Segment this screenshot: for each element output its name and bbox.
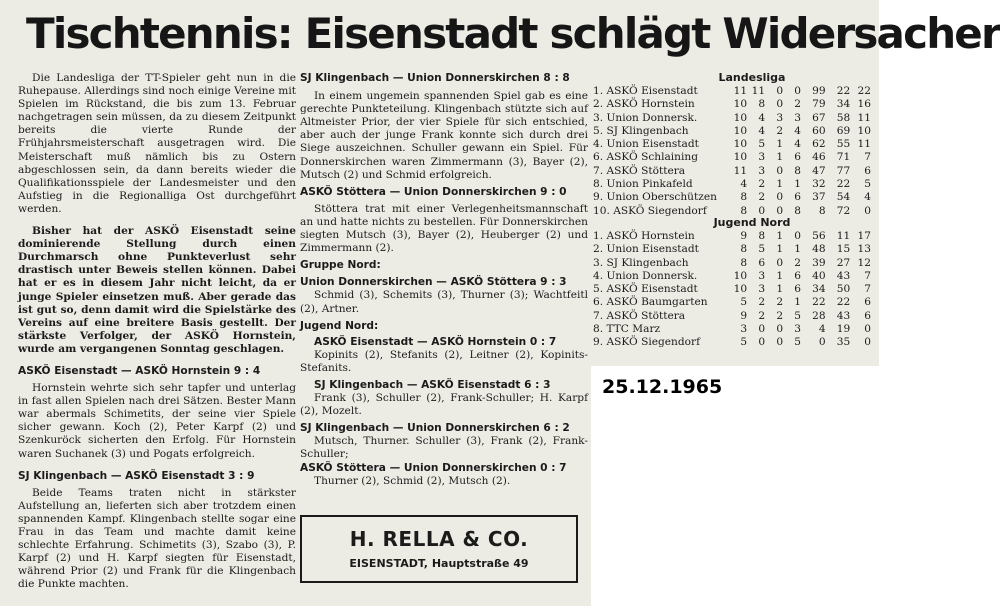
wins-cell: 11	[751, 85, 766, 97]
games-cell: 3	[740, 323, 748, 336]
game-result-4: ASKÖ Stöttera — Union Donnerskirchen 9 : 0	[300, 185, 567, 198]
draws-cell: 0	[776, 323, 784, 336]
table-row	[593, 323, 871, 336]
wins-cell: 3	[758, 283, 766, 296]
table-row	[593, 257, 871, 270]
points-cell: 0	[864, 336, 871, 349]
games-cell: 10	[733, 151, 748, 164]
losses-cell: 3	[794, 323, 802, 336]
team-cell: 7. ASKÖ Stöttera	[593, 309, 686, 322]
team-cell: 10. ASKÖ Siegendorf	[593, 204, 707, 217]
losses-cell: 8	[794, 164, 802, 177]
team-cell: 9. Union Oberschützen	[593, 191, 717, 204]
landesliga-rows	[593, 85, 871, 218]
table-row	[593, 243, 871, 256]
draws-cell: 1	[776, 243, 784, 256]
wins-cell: 2	[758, 309, 766, 322]
gruppe-nord-heading: Gruppe Nord:	[300, 259, 381, 272]
wins-cell: 6	[758, 256, 766, 269]
points-cell: 0	[864, 323, 871, 336]
wins-cell: 8	[758, 230, 766, 242]
losses-cell: 6	[794, 191, 802, 204]
sets-won-cell: 40	[812, 269, 826, 282]
wins-cell: 0	[758, 336, 766, 349]
game-result-1: ASKÖ Eisenstadt — ASKÖ Hornstein 9 : 4	[18, 364, 261, 377]
games-cell: 10	[733, 98, 748, 111]
game-result-2: SJ Klingenbach — ASKÖ Eisenstadt 3 : 9	[18, 469, 255, 482]
wins-cell: 4	[758, 124, 766, 137]
jugend-nord-rows	[593, 230, 871, 350]
draws-cell: 1	[776, 178, 784, 191]
jugend-nord-table	[593, 216, 871, 350]
team-cell: 8. Union Pinkafeld	[593, 178, 693, 191]
landesliga-title: Landesliga	[718, 71, 786, 84]
points-cell: 11	[857, 111, 871, 124]
table-row	[593, 125, 871, 138]
sets-lost-cell: 35	[836, 336, 851, 349]
wins-cell: 3	[758, 269, 766, 282]
losses-cell: 4	[794, 138, 802, 151]
team-cell: 4. Union Donnersk.	[593, 269, 698, 282]
sets-lost-cell: 54	[836, 191, 851, 204]
sets-lost-cell: 43	[836, 309, 851, 322]
games-cell: 11	[733, 164, 748, 177]
points-cell: 7	[864, 269, 871, 282]
sets-won-cell: 34	[812, 283, 826, 296]
losses-cell: 0	[794, 230, 802, 242]
table-row	[593, 296, 871, 309]
sets-lost-cell: 34	[836, 98, 851, 111]
losses-cell: 1	[794, 296, 802, 309]
jugend-game-result-3: SJ Klingenbach — Union Donnerskirchen 6 : 2	[300, 422, 570, 435]
table-row	[593, 138, 871, 151]
table-row	[593, 151, 871, 164]
draws-cell: 0	[776, 164, 784, 177]
losses-cell: 3	[794, 111, 802, 124]
points-cell: 13	[857, 243, 871, 256]
points-cell: 11	[857, 138, 871, 151]
wins-cell: 2	[758, 296, 766, 309]
points-cell: 10	[857, 124, 871, 137]
wins-cell: 2	[758, 178, 766, 191]
team-cell: 4. Union Eisenstadt	[593, 138, 699, 151]
table-row	[593, 178, 871, 191]
draws-cell: 2	[776, 309, 784, 322]
sets-lost-cell: 69	[836, 124, 851, 137]
sets-won-cell: 4	[818, 323, 826, 336]
points-cell: 7	[864, 151, 871, 164]
sets-won-cell: 39	[812, 256, 826, 269]
games-cell: 9	[740, 230, 748, 242]
points-cell: 22	[857, 85, 871, 97]
losses-cell: 2	[794, 256, 802, 269]
games-cell: 9	[740, 309, 748, 322]
points-cell: 12	[857, 256, 871, 269]
points-cell: 0	[864, 204, 871, 217]
table-row	[593, 165, 871, 178]
losses-cell: 1	[794, 178, 802, 191]
games-cell: 8	[740, 191, 748, 204]
jugend-game-report-3: Mutsch, Thurner. Schuller (3), Frank (2), Frank-Schuller;	[300, 435, 588, 461]
losses-cell: 6	[794, 283, 802, 296]
draws-cell: 2	[776, 296, 784, 309]
points-cell: 6	[864, 296, 871, 309]
article-column-left	[18, 72, 296, 591]
sets-lost-cell: 77	[836, 164, 851, 177]
sets-won-cell: 37	[812, 191, 826, 204]
team-cell: 5. ASKÖ Eisenstadt	[593, 283, 698, 296]
losses-cell: 5	[794, 336, 802, 349]
points-cell: 16	[857, 98, 871, 111]
sets-won-cell: 22	[812, 296, 826, 309]
games-cell: 10	[733, 111, 748, 124]
sets-lost-cell: 43	[836, 269, 851, 282]
team-cell: 3. Union Donnersk.	[593, 111, 698, 124]
sets-lost-cell: 11	[836, 230, 851, 242]
gruppe-nord-report: Schmid (3), Schemits (3), Thurner (3); Wachtfeitl (2), Artner.	[300, 289, 588, 315]
losses-cell: 4	[794, 124, 802, 137]
jugend-game-report-1: Kopinits (2), Stefanits (2), Leitner (2), Kopinits-Stefanits.	[300, 348, 588, 374]
table-row	[593, 191, 871, 204]
losses-cell: 0	[794, 85, 802, 97]
sets-won-cell: 8	[818, 204, 826, 217]
team-cell: 3. SJ Klingenbach	[593, 256, 689, 269]
rella-advertisement	[300, 515, 578, 583]
game-result-3: SJ Klingenbach — Union Donnerskirchen 8 : 8	[300, 72, 570, 84]
sets-won-cell: 99	[812, 85, 826, 97]
team-cell: 6. ASKÖ Baumgarten	[593, 296, 708, 309]
landesliga-table	[593, 71, 871, 218]
sets-won-cell: 67	[812, 111, 826, 124]
table-row	[593, 270, 871, 283]
games-cell: 5	[740, 336, 748, 349]
team-cell: 2. ASKÖ Hornstein	[593, 98, 695, 111]
draws-cell: 2	[776, 124, 784, 137]
draws-cell: 1	[776, 283, 784, 296]
jugend-nord-title: Jugend Nord	[713, 216, 791, 229]
sets-lost-cell: 50	[836, 283, 851, 296]
sets-won-cell: 56	[812, 230, 826, 242]
jugend-game-result-2: SJ Klingenbach — ASKÖ Eisenstadt 6 : 3	[314, 378, 551, 391]
sets-lost-cell: 22	[836, 178, 851, 191]
games-cell: 11	[733, 85, 748, 97]
draws-cell: 3	[776, 111, 784, 124]
ad-company-name: H. RELLA & CO.	[349, 527, 529, 551]
points-cell: 17	[857, 230, 871, 242]
sets-lost-cell: 19	[836, 323, 851, 336]
sets-won-cell: 32	[812, 178, 826, 191]
losses-cell: 1	[794, 243, 802, 256]
sets-lost-cell: 71	[836, 151, 851, 164]
intro-paragraph-2: Bisher hat der ASKÖ Eisenstadt seine dominierende Stellung durch einen Durchmarsch ohne Punkteverlust sehr drastisch unter Beweis stellen können. Dabei hat er es in diesem Jahr nicht leicht, da er junge Spieler einsetzen muß. Aber gerade das ist gut so, denn damit wird die Spielstärke des Vereins auf eine breitere Basis gestellt. Der stärkste Verfolger, der ASKÖ Hornstein, wurde am vergangenen Sonntag geschlagen.	[18, 225, 296, 355]
draws-cell: 0	[776, 85, 784, 97]
table-row	[593, 112, 871, 125]
losses-cell: 6	[794, 151, 802, 164]
jugend-game-result-4: ASKÖ Stöttera — Union Donnerskirchen 0 : 7	[300, 461, 567, 474]
draws-cell: 0	[776, 204, 784, 217]
games-cell: 10	[733, 138, 748, 151]
draws-cell: 0	[776, 336, 784, 349]
sets-won-cell: 28	[812, 309, 826, 322]
headline: Tischtennis: Eisenstadt schlägt Widersacher	[26, 9, 1000, 58]
sets-lost-cell: 55	[836, 138, 851, 151]
sets-lost-cell: 27	[836, 256, 851, 269]
table-row	[593, 310, 871, 323]
wins-cell: 5	[758, 138, 766, 151]
ad-address: EISENSTADT, Hauptstraße 49	[349, 557, 529, 570]
sets-won-cell: 62	[812, 138, 826, 151]
jugend-nord-heading: Jugend Nord:	[300, 319, 379, 332]
table-row	[593, 98, 871, 111]
table-row	[593, 230, 871, 243]
team-cell: 2. Union Eisenstadt	[593, 243, 699, 256]
wins-cell: 3	[758, 151, 766, 164]
sets-lost-cell: 22	[836, 85, 851, 97]
sets-won-cell: 0	[818, 336, 826, 349]
sets-lost-cell: 22	[836, 296, 851, 309]
gruppe-nord-result: Union Donnerskirchen — ASKÖ Stöttera 9 : 3	[300, 276, 567, 289]
draws-cell: 1	[776, 269, 784, 282]
games-cell: 8	[740, 204, 748, 217]
jugend-game-report-4: Thurner (2), Schmid (2), Mutsch (2).	[314, 474, 511, 487]
draws-cell: 1	[776, 138, 784, 151]
article-column-middle	[300, 72, 588, 488]
games-cell: 4	[740, 178, 748, 191]
sets-lost-cell: 58	[836, 111, 851, 124]
wins-cell: 3	[758, 164, 766, 177]
games-cell: 10	[733, 124, 748, 137]
team-cell: 1. ASKÖ Eisenstadt	[593, 85, 698, 97]
team-cell: 7. ASKÖ Stöttera	[593, 164, 686, 177]
sets-lost-cell: 72	[836, 204, 851, 217]
games-cell: 5	[740, 296, 748, 309]
jugend-game-result-1: ASKÖ Eisenstadt — ASKÖ Hornstein 0 : 7	[314, 335, 557, 348]
sets-won-cell: 60	[812, 124, 826, 137]
team-cell: 5. SJ Klingenbach	[593, 124, 689, 137]
sets-won-cell: 79	[812, 98, 826, 111]
games-cell: 8	[740, 243, 748, 256]
losses-cell: 2	[794, 98, 802, 111]
jugend-game-report-2: Frank (3), Schuller (2), Frank-Schuller; H. Karpf (2), Mozelt.	[300, 392, 588, 418]
team-cell: 8. TTC Marz	[593, 323, 661, 336]
wins-cell: 0	[758, 323, 766, 336]
points-cell: 7	[864, 283, 871, 296]
wins-cell: 5	[758, 243, 766, 256]
team-cell: 9. ASKÖ Siegendorf	[593, 336, 700, 349]
table-row	[593, 336, 871, 349]
draws-cell: 1	[776, 230, 784, 242]
game-report-3: In einem ungemein spannenden Spiel gab es eine gerechte Punkteteilung. Klingenbach stützte sich auf Altmeister Prior, der vier Spiele für sich entschied, aber auch der junge Frank konnte sich durch drei Siege auszeichnen. Schuller gewann ein Spiel. Für Donnerskirchen waren Zimmermann (3), Bayer (2), Mutsch (2) und Schmid erfolgreich.	[300, 90, 588, 181]
team-cell: 6. ASKÖ Schlaining	[593, 151, 698, 164]
draws-cell: 1	[776, 151, 784, 164]
sets-won-cell: 46	[812, 151, 826, 164]
games-cell: 10	[733, 269, 748, 282]
game-report-2: Beide Teams traten nicht in stärkster Aufstellung an, lieferten sich aber trotzdem einen spannenden Kampf. Klingenbach stellte sogar eine Frau in das Team und machte damit keine schlechte Erfahrung. Schimetits (3), Szabo (3), P. Karpf (2) und H. Karpf siegten für Eisenstadt, während Prior (2) und Frank für die Klingenbach die Punkte machten.	[18, 486, 296, 591]
points-cell: 6	[864, 164, 871, 177]
team-cell: 1. ASKÖ Hornstein	[593, 230, 695, 242]
points-cell: 4	[864, 191, 871, 204]
wins-cell: 4	[758, 111, 766, 124]
game-report-4: Stöttera trat mit einer Verlegenheitsmannschaft an und hatte nichts zu bestellen. Für Donnerskirchen siegten Mutsch (3), Bayer (2), Heuberger (2) und Zimmermann (2).	[300, 202, 588, 255]
wins-cell: 8	[758, 98, 766, 111]
sets-won-cell: 48	[812, 243, 826, 256]
game-report-1: Hornstein wehrte sich sehr tapfer und unterlag in fast allen Spielen nach drei Sätzen. Bester Mann war abermals Schimetits, der seine vier Spiele sicher gewann. Koch (2), Peter Karpf (2) und Szenkuröck sicherten den Erfolg. Für Hornstein waren Suchanek (3) und Pogats erfolgreich.	[18, 382, 296, 460]
sets-lost-cell: 15	[836, 243, 851, 256]
date-label: 25.12.1965	[602, 376, 723, 398]
points-cell: 6	[864, 309, 871, 322]
losses-cell: 5	[794, 309, 802, 322]
draws-cell: 0	[776, 256, 784, 269]
games-cell: 8	[740, 256, 748, 269]
draws-cell: 0	[776, 98, 784, 111]
table-row	[593, 85, 871, 98]
points-cell: 5	[864, 178, 871, 191]
blank-area	[591, 366, 879, 606]
wins-cell: 0	[758, 204, 766, 217]
losses-cell: 8	[794, 204, 802, 217]
games-cell: 10	[733, 283, 748, 296]
sets-won-cell: 47	[812, 164, 826, 177]
table-row	[593, 283, 871, 296]
intro-paragraph-1: Die Landesliga der TT-Spieler geht nun in die Ruhepause. Allerdings sind noch einige Vereine mit Spielen im Rückstand, die bis zum 13. Februar nachgetragen sein müssen, da zu diesem Zeitpunkt bereits die vierte Runde der Frühjahrsmeisterschaft ausgetragen wird. Die Meisterschaft muß nämlich bis zu Ostern abgeschlossen sein, da dann bereits wieder die Qualifikationsspiele der Landesmeister und den Aufstieg in die Regionalliga Ost durchgeführt werden.	[18, 72, 296, 215]
wins-cell: 2	[758, 191, 766, 204]
draws-cell: 0	[776, 191, 784, 204]
losses-cell: 6	[794, 269, 802, 282]
